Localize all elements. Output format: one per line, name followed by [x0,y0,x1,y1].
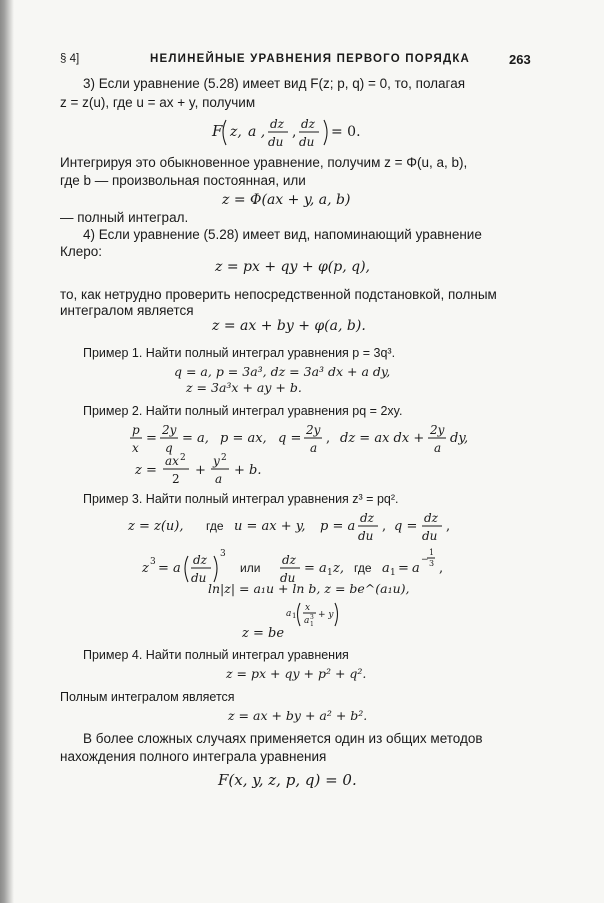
svg-text:du: du [268,135,284,149]
svg-text:= 0.: = 0. [331,124,361,140]
svg-text:a: a [382,561,390,576]
svg-text:где: где [206,519,224,533]
paragraph-3-line-5: — полный интеграл. [60,210,189,225]
svg-text:2: 2 [172,472,180,486]
svg-text:3: 3 [429,559,435,568]
svg-text:z,: z, [333,561,344,576]
svg-text:q =: q = [278,431,302,446]
example-2-title: Пример 2. Найти полный интеграл уравнения pq = 2xy. [83,404,403,418]
svg-text:p = ax,: p = ax, [220,431,267,446]
svg-text:du: du [358,529,374,543]
svg-text:z: z [142,561,149,576]
paragraph-3-line-4: где b — произвольная постоянная, или [60,173,306,188]
equation-clairaut: z = px + qy + φ(p, q), [215,259,370,275]
example-2-equation-2 [135,452,275,490]
svg-text:p: p [132,423,140,437]
paragraph-3-line-1: 3) Если уравнение (5.28) имеет вид F(z; p, q) = 0, то, полагая [83,76,466,91]
svg-text:2: 2 [180,453,186,463]
svg-text:z,: z, [230,124,242,140]
svg-text:1: 1 [390,568,396,578]
paragraph-4-line-4: интегралом является [60,303,194,318]
example-3-equation-4 [242,598,362,644]
svg-text:,: , [382,519,387,534]
equation-F-z-a-derivatives [212,112,382,154]
svg-text:= a,: = a, [182,431,209,446]
svg-text:1: 1 [327,568,333,578]
svg-text:= a: = a [158,561,181,576]
svg-text:+ y: + y [318,610,334,620]
svg-text:x: x [305,603,311,613]
svg-text:a: a [310,441,318,455]
svg-text:x: x [132,441,139,455]
svg-text:du: du [280,571,296,585]
svg-text:=: = [398,561,409,576]
svg-text:2: 2 [221,453,227,463]
svg-text:dz = ax dx +: dz = ax dx + [340,431,425,446]
paragraph-3-line-2: z = z(u), где u = ax + y, получим [60,95,256,110]
svg-text:dz: dz [301,117,316,131]
svg-text:= a: = a [304,561,327,576]
svg-text:−: − [421,555,429,565]
example-1-line-1: q = a, p = 3a³, dz = 3a³ dx + a dy, [174,364,391,379]
svg-text:a: a [215,472,223,486]
svg-text:,: , [446,519,451,534]
example-4-title: Пример 4. Найти полный интеграл уравнения [83,648,349,662]
equation-final: F(x, y, z, p, q) = 0. [218,771,357,789]
svg-text:z =: z = [135,463,157,478]
svg-text:+: + [195,463,206,478]
svg-text:3: 3 [150,557,156,567]
svg-text:y: y [213,454,220,468]
svg-text:p = a: p = a [320,519,356,534]
example-4-line-1: Полным интегралом является [60,690,235,704]
svg-text:du: du [299,135,315,149]
scan-edge-shadow [0,0,14,903]
svg-text:2y: 2y [306,423,321,437]
svg-text:dz: dz [424,511,439,525]
svg-text:или: или [240,561,261,575]
equation-clairaut-integral: z = ax + by + φ(a, b). [212,318,366,334]
page-number: 263 [509,52,531,67]
running-header: НЕЛИНЕЙНЫЕ УРАВНЕНИЯ ПЕРВОГО ПОРЯДКА [150,53,471,65]
svg-text:,: , [326,431,331,446]
svg-text:ax: ax [165,454,179,468]
svg-text:du: du [422,529,438,543]
svg-text:a: a [412,561,420,576]
example-1-line-2: z = 3a³x + ay + b. [186,380,302,395]
paragraph-4-line-1: 4) Если уравнение (5.28) имеет вид, напоминающий уравнение [83,227,482,242]
svg-text:+ b.: + b. [234,463,262,478]
example-3-equation-3: ln|z| = a₁u + ln b, z = be^(a₁u), [208,581,410,596]
svg-text:2y: 2y [162,423,177,437]
example-1-title: Пример 1. Найти полный интеграл уравнения p = 3q³. [83,346,396,360]
svg-text:z = be: z = be [242,626,285,641]
svg-text:,: , [292,124,297,140]
svg-text:где: где [354,561,372,575]
svg-text:dz: dz [270,117,285,131]
svg-text:dz: dz [193,553,208,567]
svg-text:z = z(u),: z = z(u), [128,519,184,534]
svg-text:dz: dz [360,511,375,525]
example-3-title: Пример 3. Найти полный интеграл уравнения z³ = pq². [83,492,399,506]
svg-text:3: 3 [310,614,314,621]
svg-text:1: 1 [429,548,435,557]
svg-text:F: F [212,122,223,140]
svg-text:q =: q = [394,519,418,534]
svg-text:1: 1 [310,621,314,628]
svg-text:du: du [191,571,207,585]
paragraph-4-line-2: Клеро: [60,244,103,259]
svg-text:q: q [165,441,173,455]
final-paragraph-line-1: В более сложных случаях применяется один из общих методов [83,731,483,746]
equation-z-phi: z = Φ(ax + y, a, b) [222,192,351,208]
svg-text:3: 3 [220,549,226,559]
example-4-equation-1: z = px + qy + p² + q². [226,666,367,681]
example-3-equation-1 [128,508,468,548]
paragraph-4-line-3: то, как нетрудно проверить непосредственной подстановкой, полным [60,287,497,302]
section-marker: § 4] [60,53,80,65]
svg-text:u = ax + y,: u = ax + y, [234,519,306,534]
example-4-equation-2: z = ax + by + a² + b². [228,708,368,723]
final-paragraph-line-2: нахождения полного интеграла уравнения [60,749,327,764]
svg-text:,: , [439,561,444,576]
svg-text:a: a [434,441,442,455]
svg-text:dz: dz [282,553,297,567]
svg-text:=: = [146,431,157,446]
svg-text:a: a [286,609,292,619]
paragraph-3-line-3: Интегрируя это обыкновенное уравнение, получим z = Φ(u, a, b), [60,155,468,170]
svg-text:1: 1 [292,612,297,620]
svg-text:a ,: a , [248,124,266,140]
svg-text:a: a [304,616,310,626]
svg-text:dy,: dy, [450,431,469,446]
svg-text:2y: 2y [430,423,445,437]
